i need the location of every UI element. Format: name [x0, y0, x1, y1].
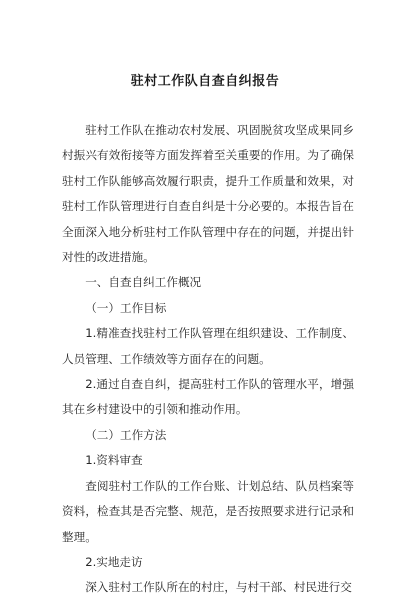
- method-paragraph-1: 查阅驻村工作队的工作台账、计划总结、队员档案等资料，检查其是否完整、规范，是否按照要求进行记录和整理。: [62, 478, 354, 544]
- goal-item-2: 2.通过自查自纠，提高驻村工作队的管理水平，增强其在乡村建设中的引领和推动作用。: [62, 377, 354, 417]
- section-heading-1: 一、自查自纠工作概况: [85, 275, 202, 290]
- goal-item-1: 1.精准查找驻村工作队管理在组织建设、工作制度、人员管理、工作绩效等方面存在的问题。: [62, 326, 354, 366]
- document-body: [62, 118, 354, 601]
- intro-paragraph: 驻村工作队在推动农村发展、巩固脱贫攻坚成果同乡村振兴有效衔接等方面发挥着至关重要的作用。为了确保驻村工作队能够高效履行职责，提升工作质量和效果，对驻村工作队管理进行自查自纠是十分必要的。本报告旨在全面深入地分析驻村工作队管理中存在的问题，并提出针对性的改进措施。: [62, 123, 354, 265]
- subsection-heading-goals: （一）工作目标: [85, 300, 167, 315]
- method-heading-2: 2.实地走访: [85, 554, 143, 569]
- document-title: 驻村工作队自查自纠报告: [130, 74, 280, 89]
- method-heading-1: 1.资料审查: [85, 453, 143, 468]
- method-paragraph-2: 深入驻村工作队所在的村庄，与村干部、村民进行交: [85, 580, 352, 595]
- subsection-heading-methods: （二）工作方法: [85, 427, 167, 442]
